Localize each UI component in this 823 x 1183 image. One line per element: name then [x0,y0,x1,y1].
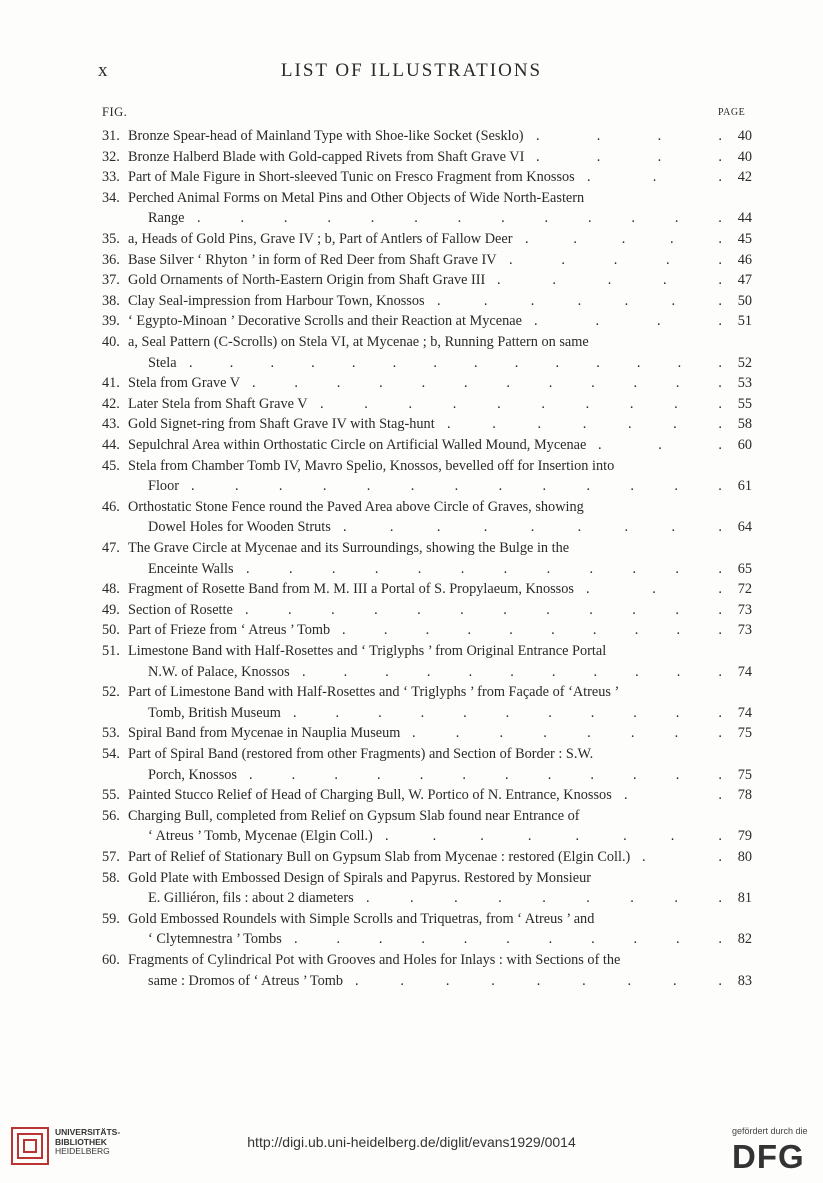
entry-number: 49. [102,601,120,618]
list-entry [102,952,752,993]
entry-number: 32. [102,148,120,165]
entry-number: 44. [102,437,120,453]
entry-page-number: 51 [737,313,752,330]
library-line-1: UNIVERSITÄTS- [55,1127,121,1137]
dot-leader: . . . . . . . . . . . . . . [189,354,722,371]
dot-leader: . . . . . . . . . . . [294,931,722,948]
entry-number: 34. [102,189,120,206]
entry-number: 39. [102,313,120,330]
list-entry [102,787,752,808]
list-entry [102,128,752,149]
entry-caption-line: Gold Signet-ring from Shaft Grave IV with Stag-hunt [128,416,435,433]
entry-number: 54. [102,746,120,762]
entry-page-number: 60 [737,437,752,453]
entry-caption-line: ‘ Egypto-Minoan ’ Decorative Scrolls and their Reaction at Mycenae [128,313,522,330]
entry-caption-line: Dowel Holes for Wooden Struts [148,519,331,536]
dot-leader: . . . . [534,313,722,330]
entry-page-number: 74 [737,663,752,680]
entry-number: 40. [102,334,120,350]
entry-caption-line: Later Stela from Shaft Grave V [128,395,308,412]
entry-page-number: 75 [737,766,752,783]
funded-by-text: gefördert durch die [732,1126,808,1136]
list-entry [102,643,752,684]
dot-leader: . . . [598,437,722,453]
entry-page-number: 80 [737,849,752,865]
library-line-2: BIBLIOTHEK [55,1136,107,1147]
entry-caption-line: Spiral Band from Mycenae in Nauplia Museum [128,725,401,742]
entry-caption-line: Part of Relief of Stationary Bull on Gypsum Slab from Mycenae : restored (Elgin Coll.) [128,849,631,865]
entry-number: 56. [102,807,120,824]
page-title: LIST OF ILLUSTRATIONS [280,60,543,81]
dot-leader: . . . . . . . . . . . . . [197,210,722,227]
list-entry [102,293,752,314]
dot-leader: . . . . . . . . . . . . [245,601,722,618]
dot-leader: . . . . . . . . . [343,519,722,536]
list-entry [102,437,752,458]
entry-number: 42. [102,395,120,412]
entry-page-number: 55 [737,395,752,412]
entry-page-number: 50 [737,292,752,309]
list-entry [102,746,752,787]
entry-page-number: 82 [737,931,752,948]
entry-caption-line: Floor [148,478,179,495]
dot-leader: . . . . [536,128,722,144]
list-entry [102,190,752,231]
entry-caption-line: Gold Plate with Embossed Design of Spirals and Papyrus. Restored by Monsieur [128,869,592,886]
dot-leader: . . . . . . . . . . [342,622,722,639]
entry-page-number: 42 [737,169,752,186]
entry-page-number: 83 [737,972,752,989]
dot-leader: . . [642,849,722,865]
entry-caption-line: ‘ Atreus ’ Tomb, Mycenae (Elgin Coll.) [148,828,373,845]
entry-page-number: 81 [737,890,752,907]
entry-caption-line: a, Seal Pattern (C-Scrolls) on Stela VI, at Mycenae ; b, Running Pattern on same [128,334,589,350]
footer [0,1120,823,1183]
entry-caption-line: Bronze Spear-head of Mainland Type with Shoe-like Socket (Sesklo) [128,128,524,144]
list-entry [102,911,752,952]
entry-number: 43. [102,416,120,433]
entry-number: 31. [102,128,120,144]
entry-page-number: 53 [737,375,752,392]
entry-number: 38. [102,292,120,309]
dfg-logo: DFG [732,1138,805,1175]
entry-page-number: 58 [737,416,752,433]
list-entry [102,458,752,499]
entry-number: 50. [102,622,120,639]
dot-leader: . . . . . . . . . . . [302,663,722,680]
dot-leader: . . . . . . . . . . . . . [191,478,722,495]
entry-number: 55. [102,787,120,804]
dot-leader: . . . . . . . . . [366,890,722,907]
entry-page-number: 44 [737,210,752,227]
entry-caption-line: Fragment of Rosette Band from M. M. III a Portal of S. Propylaeum, Knossos [128,581,574,598]
entry-page-number: 64 [737,519,752,536]
source-url[interactable]: http://digi.ub.uni-heidelberg.de/diglit/evans1929/0014 [247,1134,576,1150]
entry-caption-line: Enceinte Walls [148,560,234,577]
entry-number: 52. [102,684,120,701]
list-entry [102,375,752,396]
library-line-3: HEIDELBERG [55,1146,110,1156]
entry-caption-line: Clay Seal-impression from Harbour Town, Knossos [128,292,425,309]
entry-caption-line: Base Silver ‘ Rhyton ’ in form of Red Deer from Shaft Grave IV [128,251,497,268]
dot-leader: . . . . . . . . . . . . [246,560,722,577]
dot-leader: . . . [587,169,722,186]
dot-leader: . . . . . . . . . . [320,395,722,412]
entry-number: 48. [102,581,120,598]
list-entry [102,540,752,581]
entry-caption-line: Fragments of Cylindrical Pot with Grooves and Holes for Inlays : with Sections of the [128,952,621,968]
dot-leader: . . . . . . . [447,416,722,433]
list-entry [102,313,752,334]
list-entry [102,622,752,643]
entry-page-number: 72 [737,581,752,598]
list-entry [102,849,752,870]
entry-caption-line: Stela from Grave V [128,375,241,392]
entry-page-number: 78 [737,787,752,804]
entry-number: 33. [102,169,120,186]
entry-number: 35. [102,231,120,247]
entry-page-number: 45 [737,231,752,247]
entry-caption-line: ‘ Clytemnestra ’ Tombs [148,931,282,948]
entry-number: 36. [102,251,120,268]
entry-page-number: 46 [737,251,752,268]
list-entry [102,416,752,437]
list-entry [102,684,752,725]
entry-number: 37. [102,272,120,289]
list-entry [102,272,752,293]
entry-caption-line: Orthostatic Stone Fence round the Paved Area above Circle of Graves, showing [128,498,584,515]
entry-number: 41. [102,375,120,392]
dot-leader: . . . . . [497,272,722,289]
entry-caption-line: Part of Limestone Band with Half-Rosettes and ‘ Triglyphs ’ from Façade of ‘Atreus ’ [128,684,620,701]
entry-caption-line: Part of Male Figure in Short-sleeved Tunic on Fresco Fragment from Knossos [128,169,575,186]
list-entry [102,149,752,170]
entry-number: 45. [102,457,120,474]
entry-caption-line: Stela [148,354,177,371]
page-letter: x [98,60,108,81]
dot-leader: . . . . . . . . . [355,972,722,989]
entry-page-number: 73 [737,622,752,639]
entry-page-number: 40 [737,128,752,144]
entry-number: 53. [102,725,120,742]
entry-caption-line: Sepulchral Area within Orthostatic Circle on Artificial Walled Mound, Mycenae [128,437,587,453]
entry-caption-line: Painted Stucco Relief of Head of Charging Bull, W. Portico of N. Entrance, Knossos [128,787,612,804]
list-entry [102,808,752,849]
entry-number: 60. [102,952,120,968]
entry-caption-line: Stela from Chamber Tomb IV, Mavro Spelio, Knossos, bevelled off for Insertion into [128,457,615,474]
entry-caption-line: Range [148,210,185,227]
entry-caption-line: a, Heads of Gold Pins, Grave IV ; b, Part of Antlers of Fallow Deer [128,231,513,247]
dot-leader: . . . . . . . . . . . [293,704,722,721]
dot-leader: . . . . . . . . [412,725,722,742]
entry-caption-line: N.W. of Palace, Knossos [148,663,290,680]
list-entry [102,602,752,623]
dot-leader: . . . [586,581,722,598]
entry-caption-line: Bronze Halberd Blade with Gold-capped Rivets from Shaft Grave VI [128,148,525,165]
dot-leader: . . . . . . . . [385,828,722,845]
entry-caption-line: Charging Bull, completed from Relief on Gypsum Slab found near Entrance of [128,807,580,824]
entry-number: 46. [102,498,120,515]
entry-page-number: 52 [737,354,752,371]
entry-page-number: 65 [737,560,752,577]
dot-leader: . . [624,787,722,804]
entry-caption-line: Perched Animal Forms on Metal Pins and Other Objects of Wide North-Eastern [128,189,585,206]
entry-caption-line: same : Dromos of ‘ Atreus ’ Tomb [148,972,344,989]
page-column-header: PAGE [718,107,746,118]
entry-page-number: 47 [737,272,752,289]
dot-leader: . . . . . . . [437,292,722,309]
list-entry [102,725,752,746]
list-entry [102,334,752,375]
entry-page-number: 74 [737,704,752,721]
entry-number: 59. [102,910,120,927]
entry-page-number: 61 [737,478,752,495]
entry-page-number: 75 [737,725,752,742]
entry-number: 57. [102,849,120,865]
entry-page-number: 79 [737,828,752,845]
entry-caption-line: Part of Spiral Band (restored from other Fragments) and Section of Border : S.W. [128,746,594,762]
fig-column-header: FIG. [102,105,128,119]
entry-page-number: 73 [737,601,752,618]
dot-leader: . . . . . [509,251,722,268]
entry-page-number: 40 [737,148,752,165]
list-entry [102,396,752,417]
dot-leader: . . . . . . . . . . . . [252,375,722,392]
entry-caption-line: Gold Embossed Roundels with Simple Scrolls and Triquetras, from ‘ Atreus ’ and [128,910,595,927]
entry-number: 58. [102,869,120,886]
dot-leader: . . . . . [525,231,722,247]
list-entry [102,252,752,273]
entry-caption-line: Limestone Band with Half-Rosettes and ‘ Triglyphs ’ from Original Entrance Portal [128,643,607,659]
list-entry [102,499,752,540]
entry-caption-line: Tomb, British Museum [148,704,281,721]
list-entry [102,581,752,602]
entry-caption-line: Part of Frieze from ‘ Atreus ’ Tomb [128,622,331,639]
list-entry [102,870,752,911]
list-entry [102,169,752,190]
entry-number: 47. [102,540,120,556]
dot-leader: . . . . [536,148,722,165]
entry-caption-line: Section of Rosette [128,601,233,618]
list-entry [102,231,752,252]
entry-caption-line: The Grave Circle at Mycenae and its Surroundings, showing the Bulge in the [128,540,570,556]
dot-leader: . . . . . . . . . . . . [249,766,722,783]
entry-caption-line: E. Gilliéron, fils : about 2 diameters [148,890,354,907]
entry-caption-line: Porch, Knossos [148,766,237,783]
entry-number: 51. [102,643,120,659]
entry-caption-line: Gold Ornaments of North-Eastern Origin from Shaft Grave III [128,272,486,289]
